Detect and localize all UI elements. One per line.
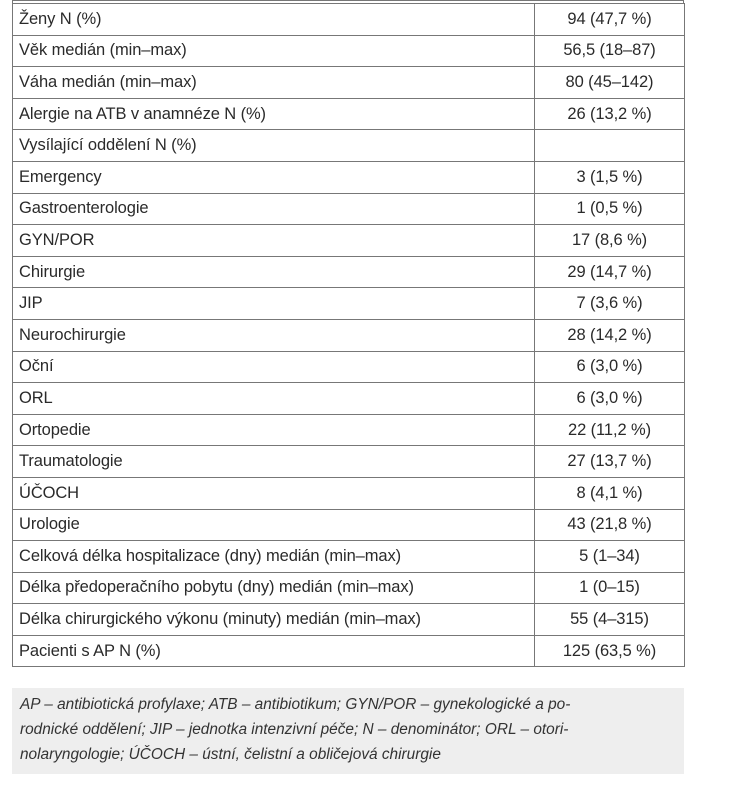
row-label: Délka předoperačního pobytu (dny) medián (min–max)	[13, 572, 535, 604]
table-body	[13, 4, 685, 667]
footnote-line: AP – antibiotická profylaxe; ATB – antibiotikum; GYN/POR – gynekologické a po-	[20, 696, 571, 713]
row-label: Váha medián (min–max)	[13, 67, 535, 99]
table-row	[13, 256, 685, 288]
row-value: 94 (47,7 %)	[535, 4, 685, 36]
table-row	[13, 351, 685, 383]
footnote-line: rodnické oddělení; JIP – jednotka intenzivní péče; N – denominátor; ORL – otori-	[20, 721, 569, 738]
row-value: 26 (13,2 %)	[535, 98, 685, 130]
row-label: Neurochirurgie	[13, 319, 535, 351]
row-value: 7 (3,6 %)	[535, 288, 685, 320]
data-table-container	[12, 3, 684, 667]
data-table	[12, 3, 685, 667]
row-value: 29 (14,7 %)	[535, 256, 685, 288]
table-row	[13, 319, 685, 351]
row-label: GYN/POR	[13, 225, 535, 257]
footnote-line: nolaryngologie; ÚČOCH – ústní, čelistní a obličejová chirurgie	[20, 746, 441, 763]
row-value: 17 (8,6 %)	[535, 225, 685, 257]
row-label: Urologie	[13, 509, 535, 541]
table-row	[13, 635, 685, 667]
table-row	[13, 572, 685, 604]
row-label: Emergency	[13, 161, 535, 193]
row-label: Oční	[13, 351, 535, 383]
row-label: Traumatologie	[13, 446, 535, 478]
row-label: Vysílající oddělení N (%)	[13, 130, 535, 162]
table-row	[13, 130, 685, 162]
row-label: Chirurgie	[13, 256, 535, 288]
row-value: 56,5 (18–87)	[535, 35, 685, 67]
row-label: Věk medián (min–max)	[13, 35, 535, 67]
row-label: Gastroenterologie	[13, 193, 535, 225]
row-value: 5 (1–34)	[535, 541, 685, 573]
row-value: 3 (1,5 %)	[535, 161, 685, 193]
table-row	[13, 414, 685, 446]
row-label: Celková délka hospitalizace (dny) medián (min–max)	[13, 541, 535, 573]
table-row	[13, 225, 685, 257]
row-value: 6 (3,0 %)	[535, 383, 685, 415]
row-value: 125 (63,5 %)	[535, 635, 685, 667]
row-label: ORL	[13, 383, 535, 415]
table-row	[13, 98, 685, 130]
table-row	[13, 67, 685, 99]
table-row	[13, 161, 685, 193]
row-value: 27 (13,7 %)	[535, 446, 685, 478]
table-row	[13, 383, 685, 415]
table-row	[13, 288, 685, 320]
table-row	[13, 509, 685, 541]
table-row	[13, 446, 685, 478]
row-value: 8 (4,1 %)	[535, 477, 685, 509]
table-row	[13, 541, 685, 573]
row-value: 6 (3,0 %)	[535, 351, 685, 383]
row-value: 43 (21,8 %)	[535, 509, 685, 541]
table-footnote	[12, 688, 684, 774]
row-label: Ortopedie	[13, 414, 535, 446]
row-label: ÚČOCH	[13, 477, 535, 509]
table-row	[13, 35, 685, 67]
table-row	[13, 477, 685, 509]
table-row	[13, 604, 685, 636]
row-label: Pacienti s AP N (%)	[13, 635, 535, 667]
table-row	[13, 4, 685, 36]
row-label: JIP	[13, 288, 535, 320]
row-value: 80 (45–142)	[535, 67, 685, 99]
row-label: Ženy N (%)	[13, 4, 535, 36]
row-value: 28 (14,2 %)	[535, 319, 685, 351]
row-value: 1 (0–15)	[535, 572, 685, 604]
table-row	[13, 193, 685, 225]
row-value: 1 (0,5 %)	[535, 193, 685, 225]
row-value	[535, 130, 685, 162]
row-value: 55 (4–315)	[535, 604, 685, 636]
row-label: Délka chirurgického výkonu (minuty) medián (min–max)	[13, 604, 535, 636]
row-label: Alergie na ATB v anamnéze N (%)	[13, 98, 535, 130]
row-value: 22 (11,2 %)	[535, 414, 685, 446]
